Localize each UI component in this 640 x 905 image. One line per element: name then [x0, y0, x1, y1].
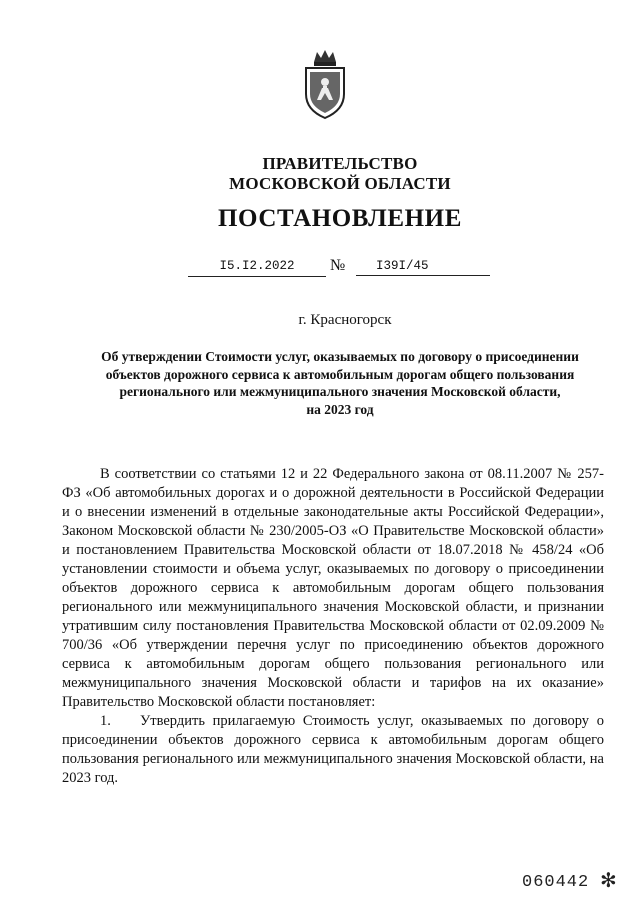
document-number-field: I39I/45	[356, 256, 490, 276]
numbered-item	[62, 712, 604, 788]
document-meta-row	[0, 256, 640, 278]
document-date-field: I5.I2.2022	[188, 256, 326, 277]
document-body	[62, 465, 604, 788]
document-title	[60, 348, 620, 418]
authority-name-line1: ПРАВИТЕЛЬСТВО	[262, 154, 418, 173]
city-label: г. Красногорск	[298, 312, 392, 328]
moscow-region-emblem-icon	[300, 48, 350, 120]
number-sign: №	[330, 257, 346, 274]
title-line: регионального или межмуниципального значения Московской области,	[119, 384, 561, 399]
preamble-paragraph: В соответствии со статьями 12 и 22 Федерального закона от 08.11.2007 № 257-ФЗ «Об автомобильных дорогах и о дорожной деятельности в Российской Федерации и о внесении изменений в отдельные законодательные акты Российской Федерации», Законом Московской области № 230/2005-ОЗ «О Правительстве Московской области» и постановлением Правительства Московской области от 18.07.2018 № 458/24 «Об установлении стоимости и объема услуг, оказываемых по договору о присоединении объектов дорожного сервиса к автомобильным дорогам общего пользования регионального или межмуниципального значения Московской области, и признании утратившим силу постановления Правительства Московской области от 02.09.2009 № 700/36 «Об утверждении перечня услуг по присоединению объектов дорожного сервиса к автомобильным дорогам общего пользования регионального или межмуниципального значения Московской области и тарифов на их оказание» Правительство Московской области постановляет:	[62, 466, 604, 710]
registration-code: 060442	[522, 873, 590, 892]
title-line: объектов дорожного сервиса к автомобильным дорогам общего пользования	[105, 366, 575, 382]
document-type-heading: ПОСТАНОВЛЕНИЕ	[217, 205, 463, 232]
title-line: на 2023 год	[306, 401, 374, 417]
item-text: Утвердить прилагаемую Стоимость услуг, оказываемых по договору о присоединении объектов дорожного сервиса к автомобильным дорогам общего пользования регионального или межмуниципального значения Московской области, на 2023 год.	[62, 713, 604, 786]
authority-name-line2: МОСКОВСКОЙ ОБЛАСТИ	[229, 174, 451, 193]
asterisk-mark-icon: ✻	[600, 870, 617, 892]
title-line: Об утверждении Стоимости услуг, оказываемых по договору о присоединении	[101, 349, 579, 364]
item-number: 1.	[100, 713, 111, 729]
